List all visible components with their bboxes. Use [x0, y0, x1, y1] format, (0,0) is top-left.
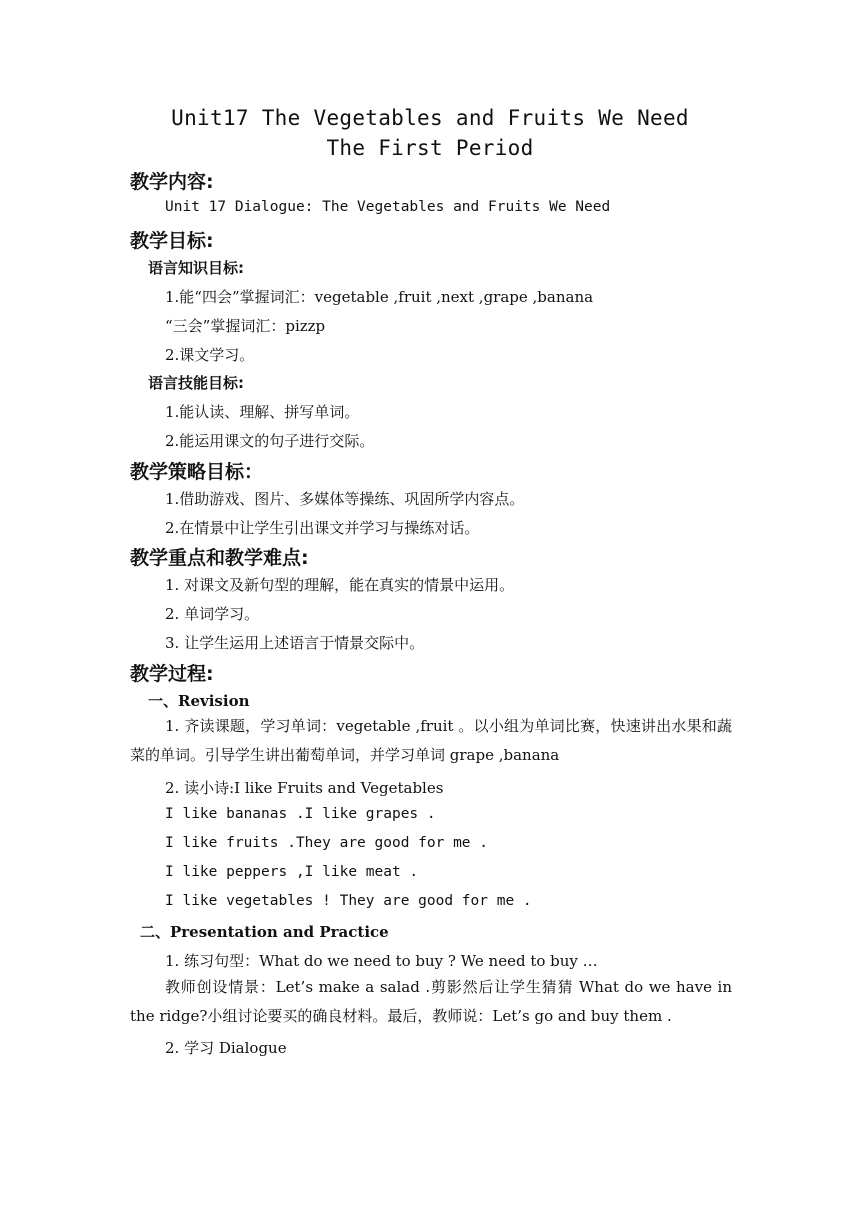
document-title: Unit17 The Vegetables and Fruits We Need	[171, 106, 689, 130]
knowledge-item: 2.课文学习。	[165, 346, 255, 364]
heading-keypoints: 教学重点和教学难点:	[130, 547, 309, 569]
subheading-skills: 语言技能目标:	[148, 374, 244, 392]
skills-item: 1.能认读、理解、拼写单词。	[165, 403, 360, 421]
poem-line: I like fruits .They are good for me .	[165, 835, 489, 851]
revision-paragraph: 1. 齐读课题，学习单词：vegetable ,fruit 。以小组为单词比赛，快速讲出水果和蔬菜的单词。引导学生讲出葡萄单词，并学习单词 grape ,banana	[130, 717, 732, 764]
presentation-item: 1. 练习句型：What do we need to buy ? We need to buy …	[165, 952, 598, 970]
keypoint-item: 1. 对课文及新句型的理解，能在真实的情景中运用。	[165, 576, 515, 594]
poem-title: 2. 读小诗:I like Fruits and Vegetables	[165, 779, 444, 797]
poem-line: I like peppers ,I like meat .	[165, 864, 419, 880]
heading-content: 教学内容:	[130, 171, 214, 193]
presentation-paragraph: 教师创设情景：Let’s make a salad .剪影然后让学生猜猜 What do we have in the ridge?小组讨论要买的确良材料。最后，教师说：Let’s go and buy them .	[130, 978, 732, 1025]
content-text: Unit 17 Dialogue: The Vegetables and Fruits We Need	[165, 199, 611, 215]
knowledge-item: 1.能“四会”掌握词汇：vegetable ,fruit ,next ,grape ,banana	[165, 288, 594, 306]
keypoint-item: 3. 让学生运用上述语言于情景交际中。	[165, 634, 425, 652]
heading-strategy: 教学策略目标：	[130, 461, 264, 483]
knowledge-item: “三会”掌握词汇：pizzp	[165, 317, 326, 335]
section-presentation-heading: 二、Presentation and Practice	[140, 923, 389, 941]
poem-line: I like vegetables ! They are good for me .	[165, 893, 532, 909]
heading-process: 教学过程:	[130, 663, 214, 685]
heading-objectives: 教学目标:	[130, 230, 214, 252]
subheading-knowledge: 语言知识目标:	[148, 259, 244, 277]
poem-line: I like bananas .I like grapes .	[165, 806, 436, 822]
document-subtitle: The First Period	[326, 136, 534, 160]
section-revision-heading: 一、Revision	[148, 692, 250, 710]
presentation-item: 2. 学习 Dialogue	[165, 1039, 287, 1057]
skills-item: 2.能运用课文的句子进行交际。	[165, 432, 375, 450]
strategy-item: 1.借助游戏、图片、多媒体等操练、巩固所学内容点。	[165, 490, 525, 508]
keypoint-item: 2. 单词学习。	[165, 605, 260, 623]
strategy-item: 2.在情景中让学生引出课文并学习与操练对话。	[165, 519, 480, 537]
